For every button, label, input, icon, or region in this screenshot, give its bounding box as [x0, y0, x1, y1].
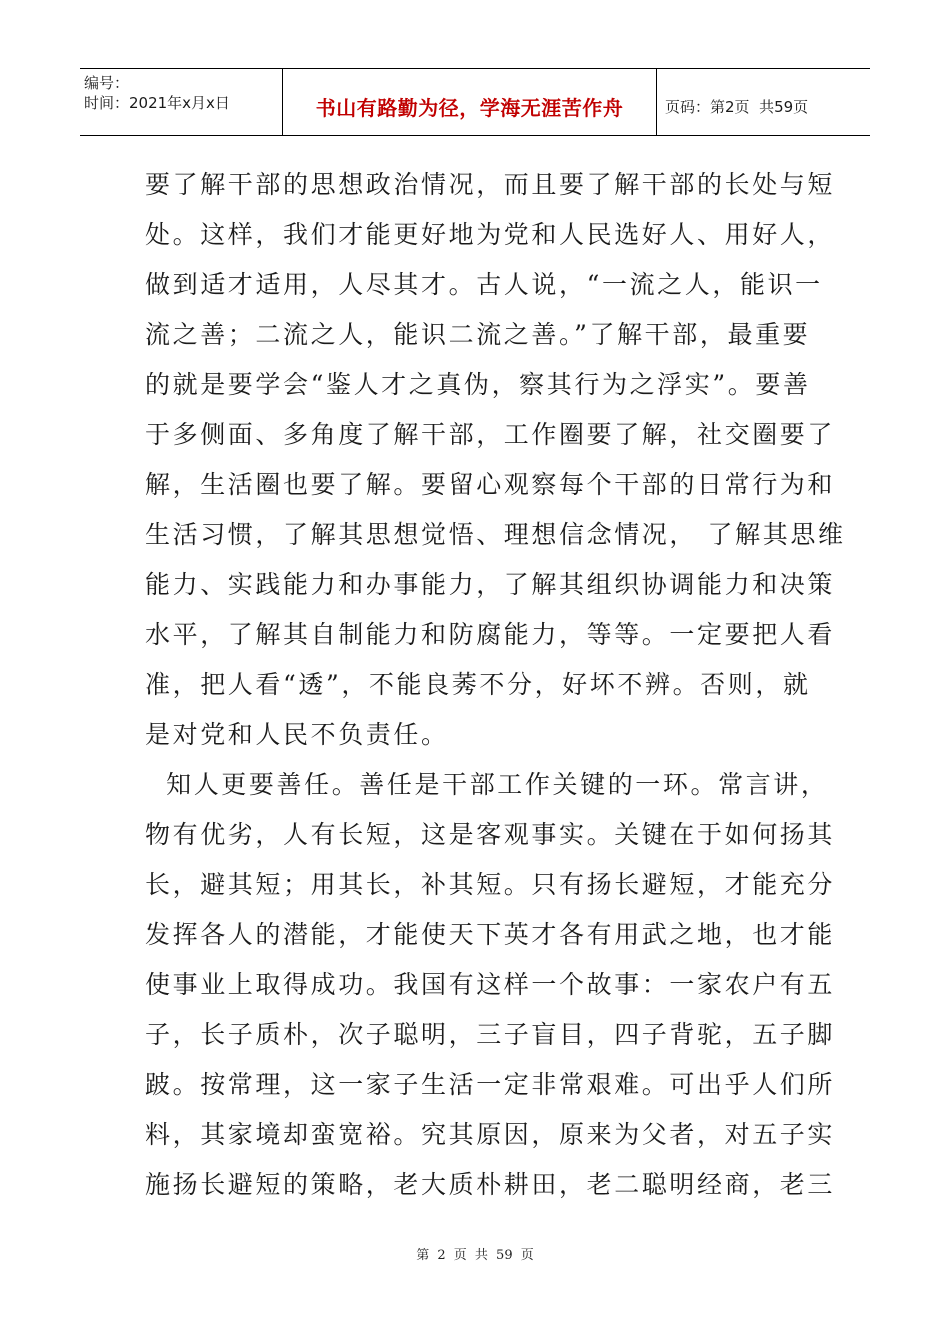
body-line: 能力、实践能力和办事能力，了解其组织协调能力和决策 — [145, 570, 836, 599]
body-line: 处。这样，我们才能更好地为党和人民选好人、用好人， — [145, 220, 836, 249]
body-line: 水平，了解其自制能力和防腐能力，等等。一定要把人看 — [145, 620, 836, 649]
body-line: 准，把人看“透”，不能良莠不分，好坏不辨。否则，就 — [145, 670, 811, 699]
document-body — [145, 160, 846, 1210]
body-line: 要了解干部的思想政治情况，而且要了解干部的长处与短 — [145, 170, 836, 199]
body-line: 料，其家境却蛮宽裕。究其原因，原来为父者，对五子实 — [145, 1120, 836, 1149]
body-line: 是对党和人民不负责任。 — [145, 720, 449, 749]
body-line: 长，避其短；用其长，补其短。只有扬长避短，才能充分 — [145, 870, 836, 899]
body-line: 的就是要学会“鉴人才之真伪，察其行为之浮实”。要善 — [145, 370, 811, 399]
header-page-code: 页码：第2页 共59页 — [665, 97, 809, 116]
page-header — [80, 68, 870, 136]
body-line: 生活习惯，了解其思想觉悟、理想信念情况， 了解其思维 — [145, 520, 846, 549]
header-page-cell — [657, 69, 870, 135]
body-line: 子，长子质朴，次子聪明，三子盲目，四子背驼，五子脚 — [145, 1020, 836, 1049]
body-line: 发挥各人的潜能，才能使天下英才各有用武之地，也才能 — [145, 920, 836, 949]
footer-page-info: 第 2 页 共 59 页 — [416, 1248, 534, 1263]
body-line: 于多侧面、多角度了解干部，工作圈要了解，社交圈要了 — [145, 420, 836, 449]
header-motto-cell — [283, 69, 657, 135]
body-line: 使事业上取得成功。我国有这样一个故事：一家农户有五 — [145, 970, 836, 999]
header-meta — [80, 69, 283, 135]
body-line: 流之善；二流之人，能识二流之善。”了解干部，最重要 — [145, 320, 811, 349]
body-line: 知人更要善任。善任是干部工作关键的一环。常言讲， — [145, 770, 829, 799]
body-line: 跛。按常理，这一家子生活一定非常艰难。可出乎人们所 — [145, 1070, 836, 1099]
body-line: 物有优劣，人有长短，这是客观事实。关键在于如何扬其 — [145, 820, 836, 849]
header-motto: 书山有路勤为径，学海无涯苦作舟 — [315, 95, 624, 120]
document-number-label: 编号： — [84, 74, 130, 92]
body-text — [145, 160, 846, 1210]
document-time-label: 时间：2021年x月x日 — [84, 94, 230, 112]
body-line: 做到适才适用，人尽其才。古人说，“一流之人，能识一 — [145, 270, 823, 299]
body-line: 施扬长避短的策略，老大质朴耕田，老二聪明经商，老三 — [145, 1170, 836, 1199]
page-footer — [0, 1244, 950, 1263]
body-line: 解，生活圈也要了解。要留心观察每个干部的日常行为和 — [145, 470, 836, 499]
